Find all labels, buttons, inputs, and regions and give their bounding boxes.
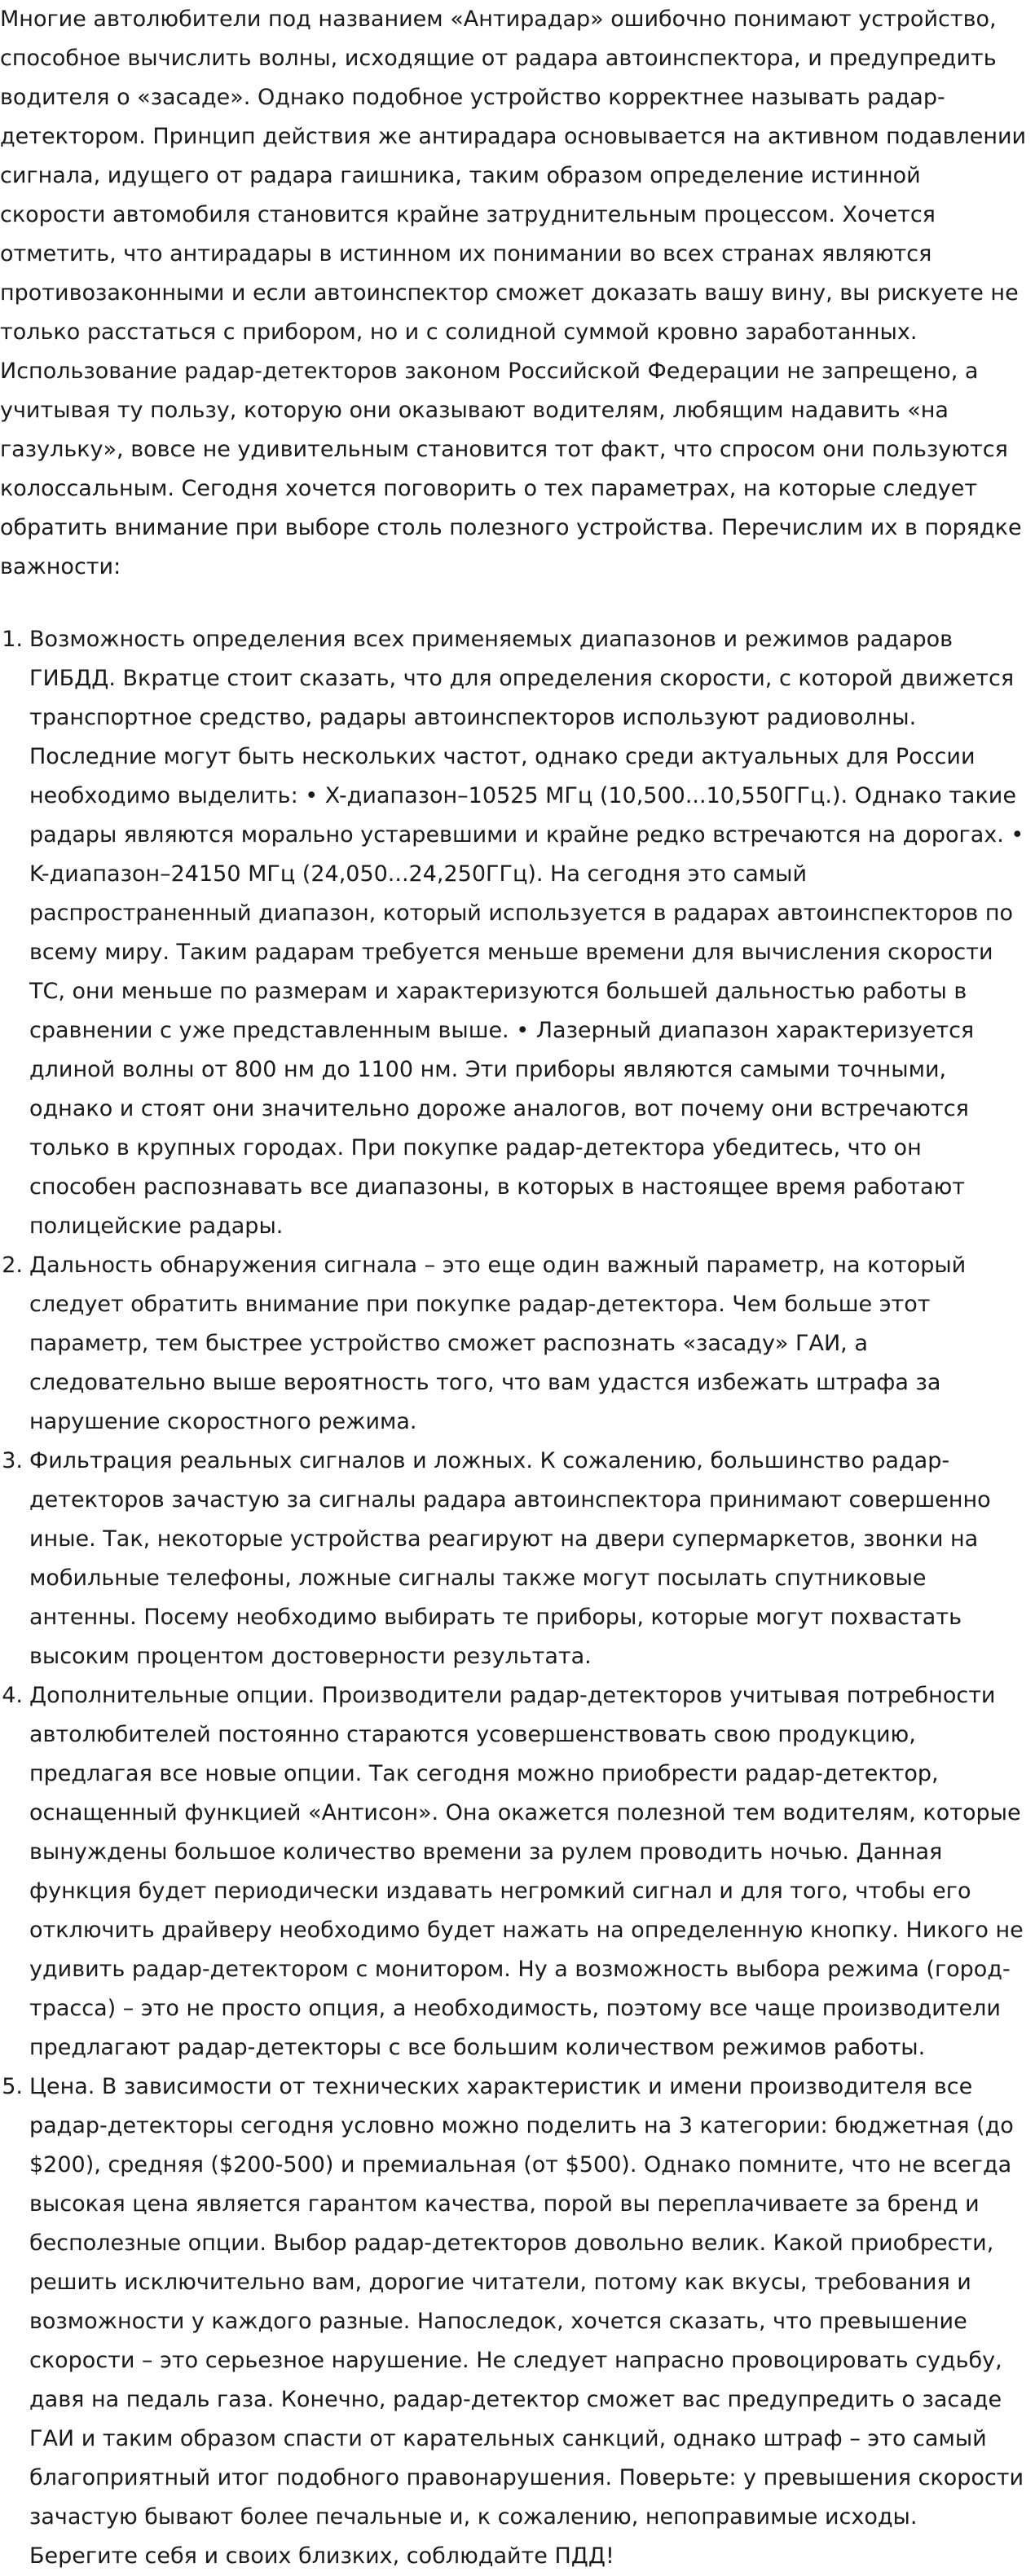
parameters-list [0, 620, 1032, 2576]
list-item: Дополнительные опции. Производители радар-детекторов учитывая потребности автолюбителей постоянно стараются усовершенствовать свою продукцию, предлагая все новые опции. Так сегодня можно приобрести радар-детектор, оснащенный функцией «Антисон». Она окажется полезной тем водителям, которые вынуждены большое количество времени за рулем проводить ночью. Данная функция будет периодически издавать негромкий сигнал и для того, чтобы его отключить драйверу необходимо будет нажать на определенную кнопку. Никого не удивить радар-детектором с монитором. Ну а возможность выбора режима (город-трасса) – это не просто опция, а необходимость, поэтому все чаще производители предлагают радар-детекторы с все большим количеством режимов работы. [29, 1683, 1024, 2060]
intro-paragraph: Многие автолюбители под названием «Антирадар» ошибочно понимают устройство, способное вычислить волны, исходящие от радара автоинспектора, и предупредить водителя о «засаде». Однако подобное устройство корректнее называть радар-детектором. Принцип действия же антирадара основывается на активном подавлении сигнала, идущего от радара гаишника, таким образом определение истинной скорости автомобиля становится крайне затруднительным процессом. Хочется отметить, что антирадары в истинном их понимании во всех странах являются противозаконными и если автоинспектор сможет доказать вашу вину, вы рискуете не только расстаться с прибором, но и с солидной суммой кровно заработанных. Использование радар-детекторов законом Российской Федерации не запрещено, а учитывая ту пользу, которую они оказывают водителям, любящим надавить «на газульку», вовсе не удивительным становится тот факт, что спросом они пользуются колоссальным. Сегодня хочется поговорить о тех параметрах, на которые следует обратить внимание при выборе столь полезного устройства. Перечислим их в порядке важности: [0, 7, 1027, 579]
list-item: Дальность обнаружения сигнала – это еще один важный параметр, на который следует обратить внимание при покупке радар-детектора. Чем больше этот параметр, тем быстрее устройство сможет распознать «засаду» ГАИ, а следовательно выше вероятность того, что вам удастся избежать штрафа за нарушение скоростного режима. [29, 1253, 967, 1434]
list-item: Возможность определения всех применяемых диапазонов и режимов радаров ГИБДД. Вкратце стоит сказать, что для определения скорости, с которой движется транспортное средство, радары автоинспекторов используют радиоволны. Последние могут быть нескольких частот, однако среди актуальных для России необходимо выделить: • X-диапазон–10525 МГц (10,500...10,550ГГц.). Однако такие радары являются морально устаревшими и крайне редко встречаются на дорогах. • K-диапазон–24150 МГц (24,050...24,250ГГц). На сегодня это самый распространенный диапазон, который используется в радарах автоинспекторов по всему миру. Таким радарам требуется меньше времени для вычисления скорости ТС, они меньше по размерам и характеризуются большей дальностью работы в сравнении с уже представленным выше. • Лазерный диапазон характеризуется длиной волны от 800 нм до 1100 нм. Эти приборы являются самыми точными, однако и стоят они значительно дороже аналогов, вот почему они встречаются только в крупных городах. При покупке радар-детектора убедитесь, что он способен распознавать все диапазоны, в которых в настоящее время работают полицейские радары. [29, 627, 1024, 1239]
list-item: Фильтрация реальных сигналов и ложных. К сожалению, большинство радар-детекторов зачастую за сигналы радара автоинспектора принимают совершенно иные. Так, некоторые устройства реагируют на двери супермаркетов, звонки на мобильные телефоны, ложные сигналы также могут посылать спутниковые антенны. Посему необходимо выбирать те приборы, которые могут похвастать высоким процентом достоверности результата. [29, 1448, 991, 1669]
list-item: Цена. В зависимости от технических характеристик и имени производителя все радар-детекторы сегодня условно можно поделить на 3 категории: бюджетная (до $200), средняя ($200-500) и премиальная (от $500). Однако помните, что не всегда высокая цена является гарантом качества, порой вы переплачиваете за бренд и бесполезные опции. Выбор радар-детекторов довольно велик. Какой приобрести, решить исключительно вам, дорогие читатели, потому как вкусы, требования и возможности у каждого разные. Напоследок, хочется сказать, что превышение скорости – это серьезное нарушение. Не следует напрасно провоцировать судьбу, давя на педаль газа. Конечно, радар-детектор сможет вас предупредить о засаде ГАИ и таким образом спасти от карательных санкций, однако штраф – это самый благоприятный итог подобного правонарушения. Поверьте: у превышения скорости зачастую бывают более печальные и, к сожалению, непоправимые исходы. Берегите себя и своих близких, соблюдайте ПДД! [29, 2074, 1024, 2569]
